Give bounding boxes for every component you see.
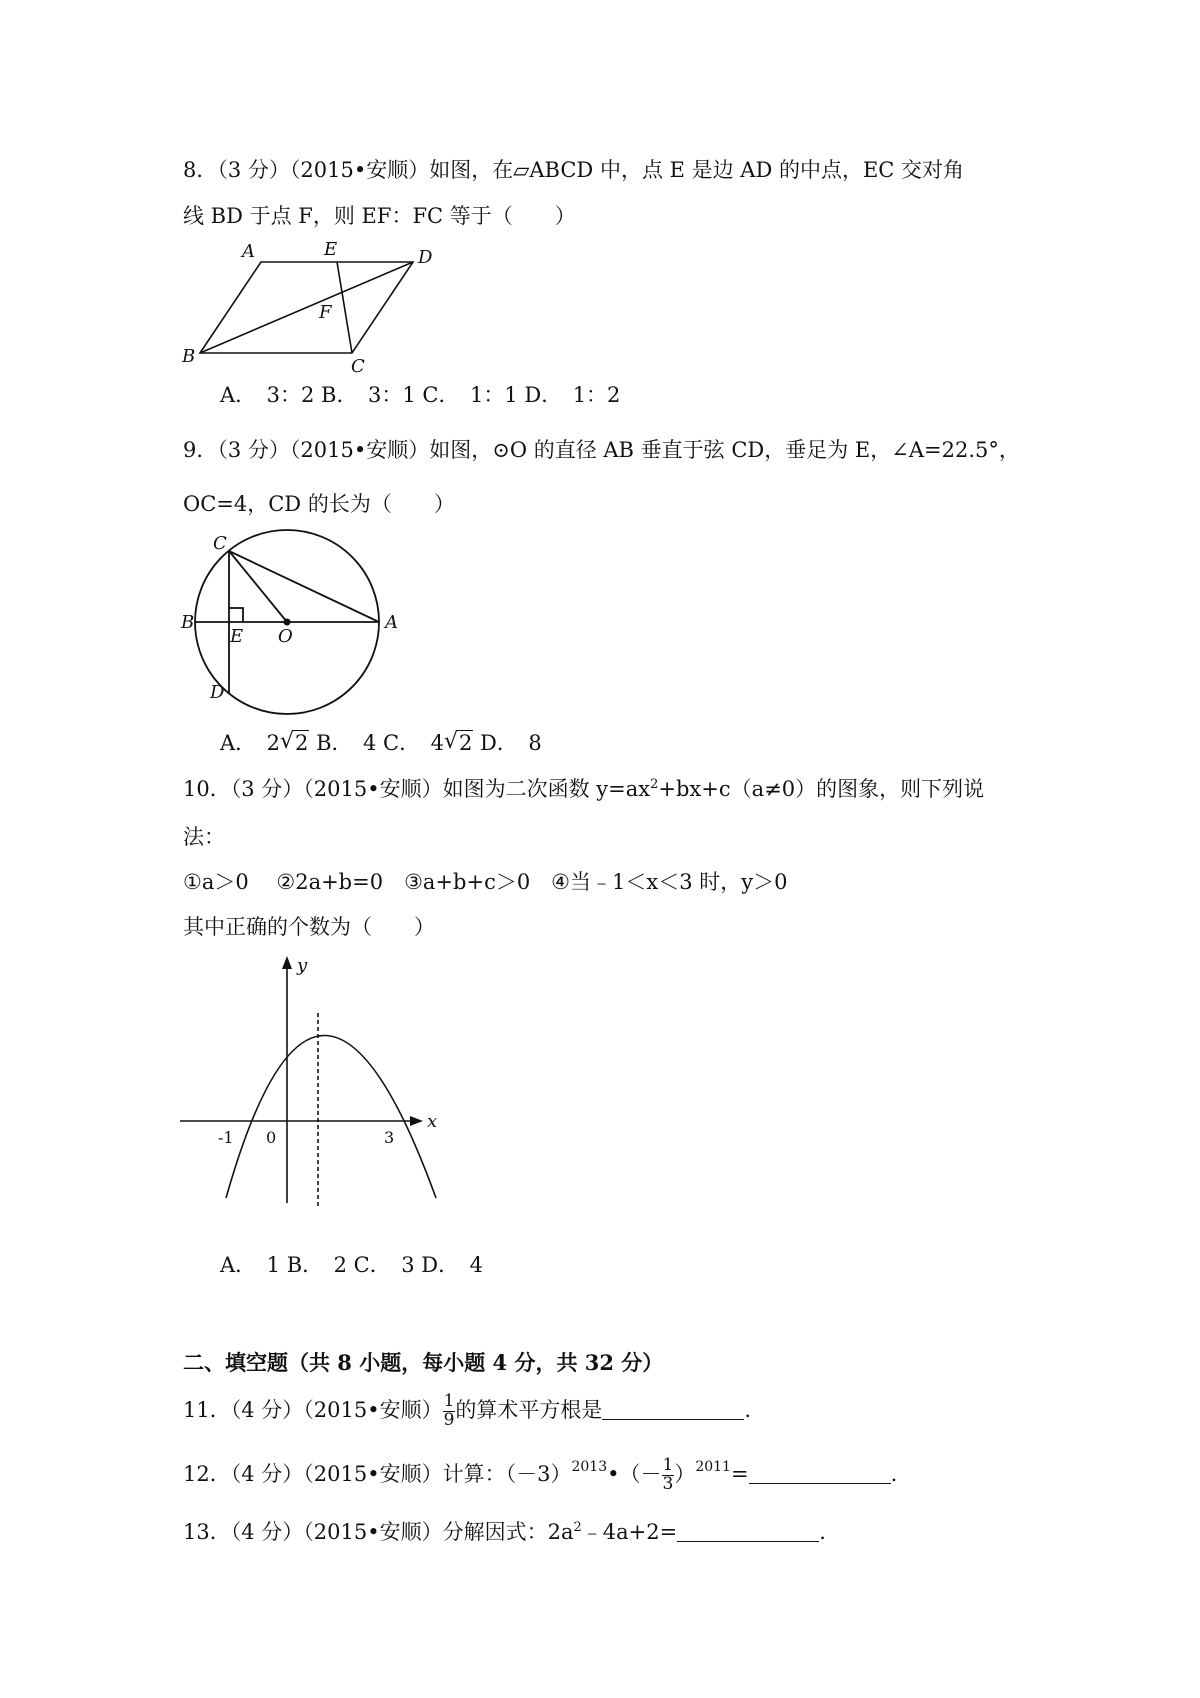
q10-parabola-graph (180, 955, 440, 1215)
denominator: 3 (662, 1473, 674, 1494)
parabola-curve (226, 1036, 436, 1199)
q10-options: A． 1 B． 2 C． 3 D． 4 (220, 1253, 483, 1277)
numerator: 1 (443, 1391, 455, 1411)
q12-open-paren: （－ (619, 1461, 662, 1486)
q9-circle-figure (180, 530, 410, 720)
answer-blank (602, 1399, 744, 1420)
q9-opt-bc: B． 4 C． 4 (309, 731, 444, 755)
q12-dot: • (607, 1461, 620, 1486)
q9-options (220, 733, 542, 754)
fraction-one-third (662, 1457, 675, 1494)
y-axis-arrow (282, 956, 292, 969)
label-a: A (242, 241, 255, 262)
tick-label-three: 3 (384, 1128, 395, 1147)
right-angle-mark (229, 608, 243, 622)
diagonal-bd (200, 262, 413, 353)
radicand: 2 (458, 731, 473, 755)
x-axis-label: x (427, 1111, 438, 1132)
q8-text-line1: 8．（3 分）（2015•安顺）如图，在▱ABCD 中，点 E 是边 AD 的中点，EC 交对角 (183, 158, 965, 182)
q12-exponent1: 2013 (571, 1458, 608, 1475)
y-axis-label: y (297, 955, 308, 976)
label-b: B (181, 612, 195, 633)
q12-close-paren: ） (674, 1461, 696, 1486)
label-e: E (324, 239, 338, 260)
q10-text-line4: 其中正确的个数为（ ） (183, 915, 435, 939)
q12-base1: （－3） (505, 1461, 572, 1486)
radicand: 2 (295, 731, 309, 755)
q10-statements: ①a＞0 ②2a+b=0 ③a+b+c＞0 ④当﹣1＜x＜3 时，y＞0 (183, 870, 788, 894)
label-o: O (278, 626, 293, 647)
q10-exponent: 2 (650, 777, 659, 792)
q10-text-line1 (183, 779, 984, 800)
label-c: C (351, 356, 365, 377)
q11-period: . (744, 1397, 752, 1422)
label-d: D (418, 247, 433, 268)
q9-opt-a: A． 2 (220, 731, 281, 755)
q13-text-post: ﹣4a+2= (581, 1520, 678, 1544)
q13-prefix: 13．（4 分）（2015•安顺）分解因式：2a (183, 1520, 574, 1544)
q11-prefix: 11．（4 分）（2015•安顺） (183, 1397, 443, 1422)
label-e: E (230, 626, 244, 647)
fraction-one-ninth (443, 1393, 456, 1430)
q8-options: A． 3：2 B． 3：1 C． 1：1 D． 1：2 (220, 383, 621, 407)
answer-blank (749, 1463, 891, 1484)
label-f: F (319, 302, 332, 323)
q13-exponent: 2 (573, 1520, 582, 1535)
label-b: B (182, 346, 196, 367)
answer-blank (677, 1521, 819, 1542)
q12-equals: = (730, 1461, 749, 1486)
label-c: C (213, 533, 227, 554)
q10-text-line2: 法： (183, 825, 225, 849)
x-axis-arrow (410, 1116, 423, 1126)
label-d: D (210, 682, 225, 703)
q10-line1-pre: 10．（3 分）（2015•安顺）如图为二次函数 y=ax (183, 777, 651, 801)
q13-period: . (819, 1520, 826, 1544)
q8-parallelogram-figure (180, 238, 440, 377)
q9-text-line1: 9．（3 分）（2015•安顺）如图，⊙O 的直径 AB 垂直于弦 CD，垂足为 E，∠A=22.5°， (183, 438, 1020, 462)
section-title: 二、填空题（共 8 小题，每小题 4 分，共 32 分） (183, 1350, 664, 1375)
sqrt-symbol (444, 733, 473, 754)
tick-label-zero: 0 (266, 1128, 277, 1147)
segment-ec (337, 262, 352, 353)
q9-text-line2: OC=4，CD 的长为（ ） (183, 492, 455, 516)
q11-text (183, 1393, 751, 1430)
q11-text-post: 的算术平方根是 (455, 1397, 603, 1422)
sqrt-symbol (280, 733, 309, 754)
q9-opt-d: D． 8 (473, 731, 542, 755)
q13-text (183, 1521, 826, 1543)
tick-label-neg1: -1 (218, 1128, 234, 1147)
q12-prefix: 12．（4 分）（2015•安顺）计算： (183, 1461, 506, 1486)
denominator: 9 (443, 1409, 455, 1430)
center-point-o (284, 619, 291, 626)
q8-text-line2: 线 BD 于点 F，则 EF：FC 等于（ ） (183, 204, 576, 228)
q12-period: . (890, 1461, 898, 1486)
label-a: A (385, 612, 398, 633)
q12-exponent2: 2011 (695, 1458, 731, 1475)
q10-line1-post: +bx+c（a≠0）的图象，则下列说 (658, 777, 985, 801)
q12-text (183, 1457, 897, 1494)
numerator: 1 (662, 1455, 674, 1475)
segment-co (229, 551, 287, 622)
